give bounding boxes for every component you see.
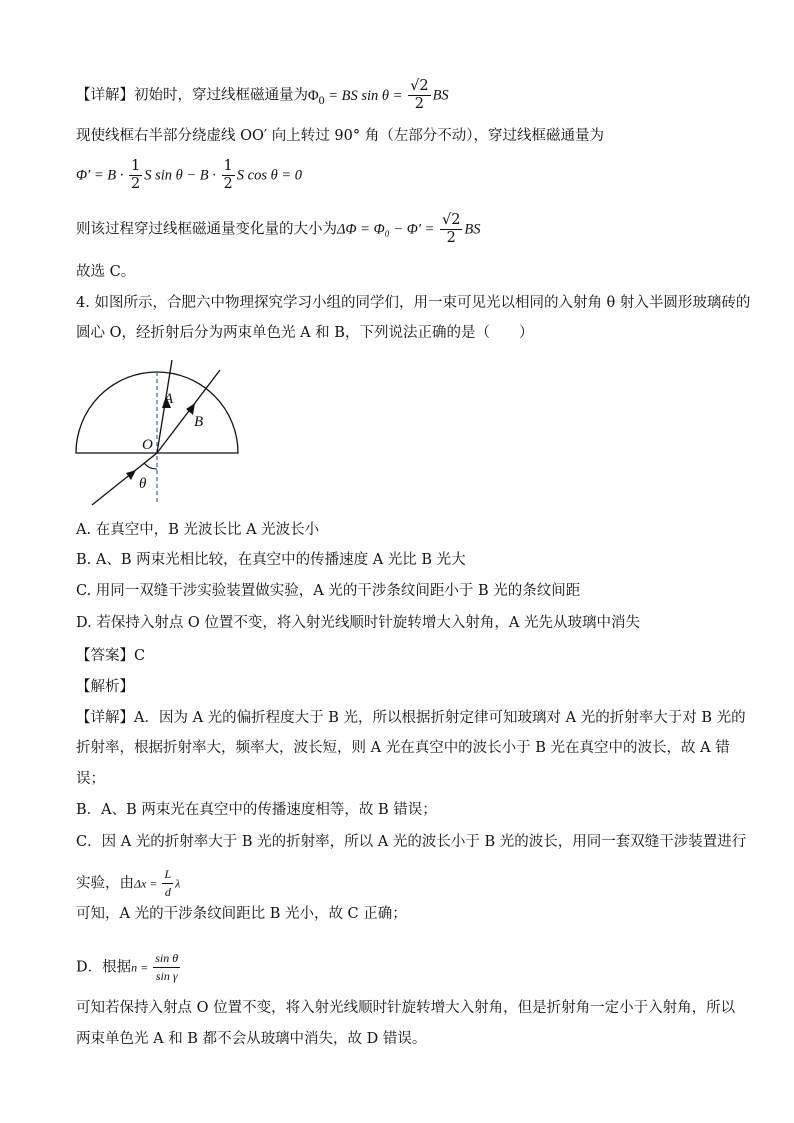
analysis-d-line3: 两束单色光 A 和 B 都不会从玻璃中消失，故 D 错误。 — [76, 1031, 427, 1047]
fraction: $\frac{√2}{2}$ — [441, 212, 461, 246]
formula-tail: BS — [464, 221, 481, 238]
solution-flux-initial — [76, 78, 449, 113]
solution-conclusion: 故选 C。 — [76, 264, 136, 280]
label-b: B — [194, 414, 204, 430]
refracted-ray-b — [157, 370, 220, 453]
option-a: A. 在真空中，B 光波长比 A 光波长小 — [76, 522, 320, 538]
analysis-d-line2: 可知若保持入射点 O 位置不变，将入射光线顺时针旋转增大入射角，但是折射角一定小于入射角，所以 — [76, 1000, 736, 1016]
analysis-a-line3: 误； — [76, 771, 105, 787]
label-theta: θ — [139, 476, 147, 492]
fraction: $\frac{L}{d}$ — [164, 867, 172, 899]
formula-part: Δx = — [134, 876, 161, 891]
analysis-b: B．A、B 两束光在真空中的传播速度相等，故 B 错误； — [76, 802, 437, 818]
formula-part: S cos θ = 0 — [236, 167, 303, 184]
option-c: C. 用同一双缝干涉实验装置做实验，A 光的干涉条纹间距小于 B 光的条纹间距 — [76, 583, 581, 599]
fraction: $\frac{1}{2}$ — [130, 158, 141, 192]
fraction: $\frac{√2}{2}$ — [410, 78, 429, 112]
option-d: D. 若保持入射点 O 位置不变，将入射光线顺时针旋转增大入射角，A 光先从玻璃中消失 — [76, 615, 641, 631]
semicircle-outline — [76, 372, 238, 453]
solution-text: 则该过程穿过线框磁通量变化量的大小为 — [76, 221, 337, 238]
option-b: B. A、B 两束光相比较，在真空中的传播速度 A 光比 B 光大 — [76, 552, 466, 568]
fraction: $\frac{1}{2}$ — [223, 158, 233, 192]
question-4-stem-line1: 4. 如图所示，合肥六中物理探究学习小组的同学们，用一束可见光以相同的入射角 θ 射入半圆形玻璃砖的 — [76, 295, 751, 311]
analysis-c-line1: C．因 A 光的折射率大于 B 光的折射率，所以 A 光的波长小于 B 光的波长，用同一套双缝干涉装置进行 — [76, 834, 747, 850]
formula-phi: $\Phi_0$ = BS sin θ = — [308, 87, 407, 107]
analysis-c-line3: 可知，A 光的干涉条纹间距比 B 光小，故 C 正确； — [76, 906, 407, 922]
semicircle-glass-diagram — [70, 352, 250, 512]
formula-part: ΔΦ = Φ₀ − Φ′ = — [337, 221, 438, 238]
solution-rotation-text: 现使线框右半部分绕虚线 OO′ 向上转过 90° 角（左部分不动），穿过线框磁通量为 — [76, 128, 604, 144]
analysis-text: 实验，由 — [76, 875, 134, 892]
incident-arrow — [126, 470, 136, 480]
angle-theta-arc — [144, 463, 157, 469]
answer-line: 【答案】C — [76, 648, 146, 664]
formula-part: S sin θ − B · — [144, 167, 220, 184]
label-o: O — [142, 437, 153, 453]
formula-part: Φ′ = B · — [76, 167, 127, 184]
formula-tail: BS — [432, 87, 449, 104]
label-a: A — [164, 391, 174, 407]
solution-flux-after — [76, 158, 302, 193]
fraction: $\frac{\text{sin θ}}{\text{sin γ}}$ — [155, 951, 179, 983]
formula-tail: λ — [175, 876, 181, 891]
solution-text: 【详解】初始时，穿过线框磁通量为 — [76, 87, 308, 104]
analysis-c-line2 — [76, 866, 180, 901]
question-4-stem-line2: 圆心 O，经折射后分为两束单色光 A 和 B，下列说法正确的是（ ） — [76, 325, 534, 341]
analysis-heading: 【解析】 — [76, 679, 134, 695]
incident-ray — [92, 453, 157, 505]
analysis-d-line1 — [76, 950, 182, 985]
analysis-text: D．根据 — [76, 959, 132, 976]
analysis-a-line1: 【详解】A．因为 A 光的偏折程度大于 B 光，所以根据折射定律可知玻璃对 A 光的折射率大于对 B 光的 — [76, 710, 746, 726]
solution-flux-change — [76, 212, 481, 247]
analysis-a-line2: 折射率，根据折射率大，频率大，波长短，则 A 光在真空中的波长小于 B 光在真空中的波长，故 A 错 — [76, 740, 730, 756]
formula-part: n = — [131, 960, 152, 975]
